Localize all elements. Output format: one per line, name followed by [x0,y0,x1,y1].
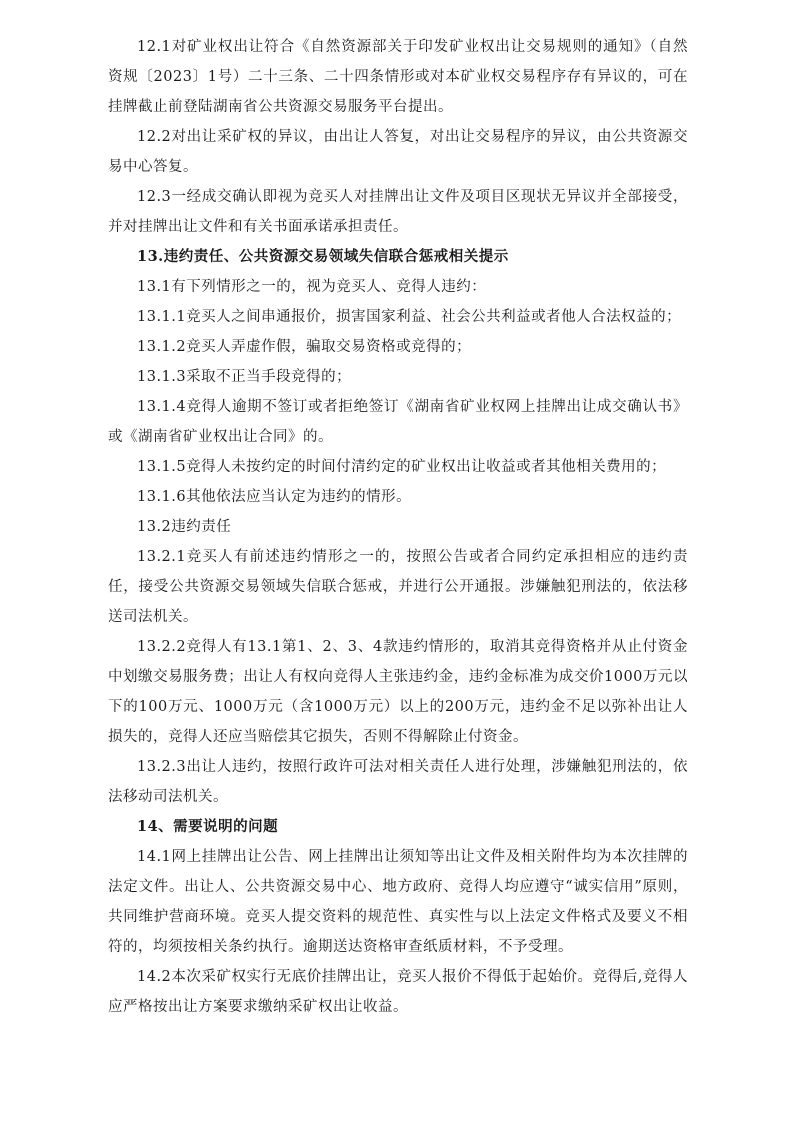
paragraph-13-2-3: 13.2.3出让人违约，按照行政许可法对相关责任人进行处理，涉嫌触犯刑法的，依法移动司法机关。 [108,759,688,805]
paragraph-13-1-1: 13.1.1竞买人之间串通报价，损害国家利益、社会公共利益或者他人合法权益的； [137,309,682,325]
paragraph-13-1-5: 13.1.5竞得人未按约定的时间付清约定的矿业权出让收益或者其他相关费用的； [137,459,667,475]
paragraph-13-2-2: 13.2.2竞得人有13.1第1、2、3、4款违约情形的，取消其竞得资格并从止付资金中划缴交易服务费；出让人有权向竞得人主张违约金，违约金标准为成交价1000万元以下的100万元、1000万元（含1000万元）以上的200万元，违约金不足以弥补出让人损失的，竞得人还应当赔偿其它损失，否则不得解除止付资金。 [108,639,688,745]
section-heading-13: 13.违约责任、公共资源交易领域失信联合惩戒相关提示 [137,248,509,265]
paragraph-12-1: 12.1对矿业权出让符合《自然资源部关于印发矿业权出让交易规则的通知》（自然资规〔2023〕1号）二十三条、二十四条情形或对本矿业权交易程序存有异议的，可在挂牌截止前登陆湖南省公共资源交易服务平台提出。 [108,39,688,115]
section-heading-14: 14、需要说明的问题 [137,818,279,835]
paragraph-13-1-2: 13.1.2竞买人弄虚作假，骗取交易资格或竞得的； [137,339,472,355]
paragraph-12-3: 12.3一经成交确认即视为竞买人对挂牌出让文件及项目区现状无异议并全部接受，并对挂牌出让文件和有关书面承诺承担责任。 [108,189,688,235]
document-page [108,32,688,1022]
paragraph-12-2: 12.2对出让采矿权的异议，由出让人答复，对出让交易程序的异议，由公共资源交易中心答复。 [108,129,688,175]
paragraph-13-2-1: 13.2.1竞买人有前述违约情形之一的，按照公告或者合同约定承担相应的违约责任，接受公共资源交易领域失信联合惩戒，并进行公开通报。涉嫌触犯刑法的，依法移送司法机关。 [108,549,688,625]
paragraph-13-1: 13.1有下列情形之一的，视为竞买人、竞得人违约： [137,279,487,295]
paragraph-13-1-6: 13.1.6其他依法应当认定为违约的情形。 [137,489,412,505]
paragraph-13-1-4: 13.1.4竞得人逾期不签订或者拒绝签订《湖南省矿业权网上挂牌出让成交确认书》或《湖南省矿业权出让合同》的。 [108,399,688,445]
paragraph-14-2: 14.2本次采矿权实行无底价挂牌出让，竞买人报价不得低于起始价。竞得后,竞得人应严格按出让方案要求缴纳采矿权出让收益。 [108,969,688,1015]
paragraph-14-1: 14.1网上挂牌出让公告、网上挂牌出让须知等出让文件及相关附件均为本次挂牌的法定文件。出让人、公共资源交易中心、地方政府、竞得人均应遵守“诚实信用”原则，共同维护营商环境。竞买人提交资料的规范性、真实性与以上法定文件格式及要义不相符的，均须按相关条约执行。逾期送达资格审查纸质材料，不予受理。 [108,849,688,955]
paragraph-13-2: 13.2违约责任 [137,519,232,535]
paragraph-13-1-3: 13.1.3采取不正当手段竞得的； [137,369,352,385]
